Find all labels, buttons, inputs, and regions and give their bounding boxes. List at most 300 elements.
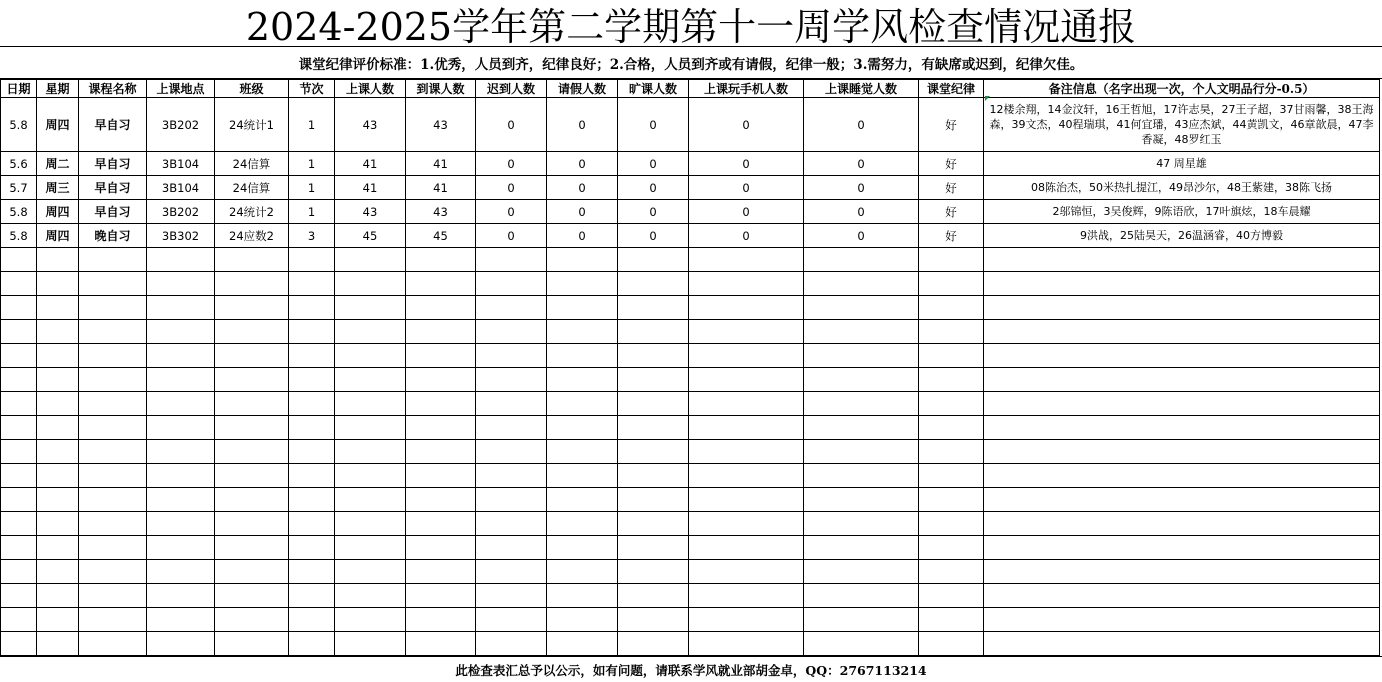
empty-cell[interactable] xyxy=(984,320,1380,344)
empty-cell[interactable] xyxy=(147,296,215,320)
empty-cell[interactable] xyxy=(406,464,476,488)
empty-cell[interactable] xyxy=(215,440,289,464)
empty-cell[interactable] xyxy=(804,344,919,368)
cell-remark[interactable]: 2邬锦恒，3吴俊辉，9陈语欣，17叶旗炫，18车晨耀 xyxy=(984,200,1380,224)
empty-cell[interactable] xyxy=(689,632,804,656)
cell-weekday[interactable]: 周三 xyxy=(37,176,79,200)
empty-cell[interactable] xyxy=(147,584,215,608)
empty-cell[interactable] xyxy=(689,368,804,392)
cell-enrolled[interactable]: 43 xyxy=(335,200,406,224)
empty-cell[interactable] xyxy=(618,416,689,440)
empty-cell[interactable] xyxy=(1,560,37,584)
cell-room[interactable]: 3B104 xyxy=(147,152,215,176)
empty-cell[interactable] xyxy=(804,392,919,416)
cell-weekday[interactable]: 周四 xyxy=(37,224,79,248)
empty-cell[interactable] xyxy=(804,296,919,320)
empty-cell[interactable] xyxy=(476,248,547,272)
empty-cell[interactable] xyxy=(289,272,335,296)
empty-cell[interactable] xyxy=(984,632,1380,656)
cell-period[interactable]: 3 xyxy=(289,224,335,248)
empty-cell[interactable] xyxy=(689,608,804,632)
empty-cell[interactable] xyxy=(547,320,618,344)
empty-cell[interactable] xyxy=(804,560,919,584)
empty-cell[interactable] xyxy=(919,632,984,656)
empty-cell[interactable] xyxy=(147,512,215,536)
empty-cell[interactable] xyxy=(79,320,147,344)
empty-cell[interactable] xyxy=(804,632,919,656)
cell-sleep[interactable]: 0 xyxy=(804,98,919,152)
empty-cell[interactable] xyxy=(547,368,618,392)
empty-cell[interactable] xyxy=(804,272,919,296)
empty-cell[interactable] xyxy=(476,488,547,512)
empty-cell[interactable] xyxy=(1,296,37,320)
cell-period[interactable]: 1 xyxy=(289,98,335,152)
empty-cell[interactable] xyxy=(37,368,79,392)
cell-leave[interactable]: 0 xyxy=(547,176,618,200)
col-header-phone[interactable]: 上课玩手机人数 xyxy=(689,80,804,98)
empty-cell[interactable] xyxy=(406,272,476,296)
empty-cell[interactable] xyxy=(804,488,919,512)
empty-cell[interactable] xyxy=(547,536,618,560)
empty-cell[interactable] xyxy=(1,584,37,608)
cell-discipline[interactable]: 好 xyxy=(919,176,984,200)
empty-cell[interactable] xyxy=(618,488,689,512)
empty-cell[interactable] xyxy=(476,344,547,368)
empty-cell[interactable] xyxy=(79,392,147,416)
empty-cell[interactable] xyxy=(289,392,335,416)
empty-cell[interactable] xyxy=(547,344,618,368)
col-header-class[interactable]: 班级 xyxy=(215,80,289,98)
empty-cell[interactable] xyxy=(618,536,689,560)
empty-cell[interactable] xyxy=(215,344,289,368)
empty-cell[interactable] xyxy=(37,296,79,320)
cell-absent[interactable]: 0 xyxy=(618,224,689,248)
cell-weekday[interactable]: 周二 xyxy=(37,152,79,176)
empty-cell[interactable] xyxy=(804,536,919,560)
cell-remark[interactable]: 08陈治杰，50米热扎提江，49昂沙尔，48王紫建，38陈飞扬 xyxy=(984,176,1380,200)
empty-cell[interactable] xyxy=(476,584,547,608)
empty-cell[interactable] xyxy=(476,536,547,560)
empty-cell[interactable] xyxy=(289,488,335,512)
empty-cell[interactable] xyxy=(689,392,804,416)
empty-cell[interactable] xyxy=(79,416,147,440)
empty-cell[interactable] xyxy=(289,464,335,488)
cell-absent[interactable]: 0 xyxy=(618,200,689,224)
empty-cell[interactable] xyxy=(476,320,547,344)
empty-cell[interactable] xyxy=(689,488,804,512)
cell-phone[interactable]: 0 xyxy=(689,224,804,248)
empty-cell[interactable] xyxy=(804,248,919,272)
empty-cell[interactable] xyxy=(406,488,476,512)
empty-cell[interactable] xyxy=(618,368,689,392)
cell-absent[interactable]: 0 xyxy=(618,176,689,200)
col-header-late[interactable]: 迟到人数 xyxy=(476,80,547,98)
cell-period[interactable]: 1 xyxy=(289,176,335,200)
empty-cell[interactable] xyxy=(406,560,476,584)
empty-cell[interactable] xyxy=(689,536,804,560)
empty-cell[interactable] xyxy=(1,320,37,344)
cell-phone[interactable]: 0 xyxy=(689,98,804,152)
empty-cell[interactable] xyxy=(215,536,289,560)
cell-present[interactable]: 43 xyxy=(406,200,476,224)
empty-cell[interactable] xyxy=(547,608,618,632)
empty-cell[interactable] xyxy=(1,488,37,512)
empty-cell[interactable] xyxy=(79,584,147,608)
cell-phone[interactable]: 0 xyxy=(689,200,804,224)
empty-cell[interactable] xyxy=(147,392,215,416)
col-header-discipline[interactable]: 课堂纪律 xyxy=(919,80,984,98)
empty-cell[interactable] xyxy=(984,440,1380,464)
empty-cell[interactable] xyxy=(79,440,147,464)
empty-cell[interactable] xyxy=(147,344,215,368)
cell-room[interactable]: 3B104 xyxy=(147,176,215,200)
cell-weekday[interactable]: 周四 xyxy=(37,200,79,224)
empty-cell[interactable] xyxy=(476,464,547,488)
cell-discipline[interactable]: 好 xyxy=(919,152,984,176)
cell-late[interactable]: 0 xyxy=(476,176,547,200)
empty-cell[interactable] xyxy=(547,464,618,488)
empty-cell[interactable] xyxy=(215,416,289,440)
cell-course[interactable]: 早自习 xyxy=(79,152,147,176)
cell-leave[interactable]: 0 xyxy=(547,98,618,152)
empty-cell[interactable] xyxy=(547,416,618,440)
empty-cell[interactable] xyxy=(37,248,79,272)
empty-cell[interactable] xyxy=(147,440,215,464)
empty-cell[interactable] xyxy=(37,464,79,488)
empty-cell[interactable] xyxy=(79,464,147,488)
cell-remark[interactable]: 12楼余翔，14金汶轩，16王哲旭，17许志昊，27王子超，37甘雨馨，38王海森，39文杰，40程瑞琪，41何宜璠，43应杰斌，44黄凯文，46章歆晨，47李香凝，48罗红玉 xyxy=(984,98,1380,152)
empty-cell[interactable] xyxy=(37,584,79,608)
empty-cell[interactable] xyxy=(37,272,79,296)
empty-cell[interactable] xyxy=(689,344,804,368)
empty-cell[interactable] xyxy=(215,464,289,488)
empty-cell[interactable] xyxy=(476,368,547,392)
empty-cell[interactable] xyxy=(215,632,289,656)
cell-date[interactable]: 5.8 xyxy=(1,98,37,152)
empty-cell[interactable] xyxy=(984,488,1380,512)
empty-cell[interactable] xyxy=(289,608,335,632)
cell-sleep[interactable]: 0 xyxy=(804,176,919,200)
empty-cell[interactable] xyxy=(335,344,406,368)
empty-cell[interactable] xyxy=(215,560,289,584)
empty-cell[interactable] xyxy=(147,368,215,392)
col-header-room[interactable]: 上课地点 xyxy=(147,80,215,98)
empty-cell[interactable] xyxy=(406,440,476,464)
cell-leave[interactable]: 0 xyxy=(547,200,618,224)
empty-cell[interactable] xyxy=(289,248,335,272)
cell-period[interactable]: 1 xyxy=(289,152,335,176)
empty-cell[interactable] xyxy=(689,560,804,584)
empty-cell[interactable] xyxy=(37,632,79,656)
empty-cell[interactable] xyxy=(919,248,984,272)
empty-cell[interactable] xyxy=(335,464,406,488)
empty-cell[interactable] xyxy=(547,296,618,320)
cell-room[interactable]: 3B302 xyxy=(147,224,215,248)
empty-cell[interactable] xyxy=(804,584,919,608)
cell-course[interactable]: 早自习 xyxy=(79,200,147,224)
empty-cell[interactable] xyxy=(919,368,984,392)
empty-cell[interactable] xyxy=(476,632,547,656)
empty-cell[interactable] xyxy=(804,608,919,632)
empty-cell[interactable] xyxy=(289,368,335,392)
empty-cell[interactable] xyxy=(37,512,79,536)
empty-cell[interactable] xyxy=(804,512,919,536)
empty-cell[interactable] xyxy=(79,344,147,368)
col-header-remark[interactable]: 备注信息（名字出现一次，个人文明品行分-0.5） xyxy=(984,80,1380,98)
empty-cell[interactable] xyxy=(79,488,147,512)
cell-sleep[interactable]: 0 xyxy=(804,200,919,224)
empty-cell[interactable] xyxy=(689,512,804,536)
empty-cell[interactable] xyxy=(147,560,215,584)
empty-cell[interactable] xyxy=(919,584,984,608)
col-header-present[interactable]: 到课人数 xyxy=(406,80,476,98)
empty-cell[interactable] xyxy=(547,248,618,272)
cell-weekday[interactable]: 周四 xyxy=(37,98,79,152)
cell-class[interactable]: 24信算 xyxy=(215,152,289,176)
empty-cell[interactable] xyxy=(618,464,689,488)
empty-cell[interactable] xyxy=(919,608,984,632)
cell-present[interactable]: 43 xyxy=(406,98,476,152)
col-header-course[interactable]: 课程名称 xyxy=(79,80,147,98)
empty-cell[interactable] xyxy=(406,344,476,368)
empty-cell[interactable] xyxy=(335,632,406,656)
empty-cell[interactable] xyxy=(215,584,289,608)
cell-present[interactable]: 41 xyxy=(406,152,476,176)
empty-cell[interactable] xyxy=(37,536,79,560)
empty-cell[interactable] xyxy=(289,584,335,608)
empty-cell[interactable] xyxy=(984,416,1380,440)
empty-cell[interactable] xyxy=(289,296,335,320)
empty-cell[interactable] xyxy=(147,488,215,512)
empty-cell[interactable] xyxy=(919,272,984,296)
empty-cell[interactable] xyxy=(804,416,919,440)
cell-present[interactable]: 45 xyxy=(406,224,476,248)
empty-cell[interactable] xyxy=(335,560,406,584)
empty-cell[interactable] xyxy=(147,536,215,560)
empty-cell[interactable] xyxy=(618,248,689,272)
cell-date[interactable]: 5.8 xyxy=(1,224,37,248)
empty-cell[interactable] xyxy=(476,296,547,320)
empty-cell[interactable] xyxy=(1,272,37,296)
col-header-leave[interactable]: 请假人数 xyxy=(547,80,618,98)
empty-cell[interactable] xyxy=(335,536,406,560)
empty-cell[interactable] xyxy=(984,272,1380,296)
empty-cell[interactable] xyxy=(547,272,618,296)
cell-date[interactable]: 5.8 xyxy=(1,200,37,224)
empty-cell[interactable] xyxy=(37,488,79,512)
empty-cell[interactable] xyxy=(547,632,618,656)
empty-cell[interactable] xyxy=(618,584,689,608)
empty-cell[interactable] xyxy=(215,296,289,320)
cell-absent[interactable]: 0 xyxy=(618,98,689,152)
empty-cell[interactable] xyxy=(406,416,476,440)
empty-cell[interactable] xyxy=(335,272,406,296)
empty-cell[interactable] xyxy=(335,584,406,608)
cell-enrolled[interactable]: 41 xyxy=(335,152,406,176)
empty-cell[interactable] xyxy=(37,560,79,584)
empty-cell[interactable] xyxy=(476,392,547,416)
empty-cell[interactable] xyxy=(547,488,618,512)
cell-class[interactable]: 24统计2 xyxy=(215,200,289,224)
empty-cell[interactable] xyxy=(618,344,689,368)
empty-cell[interactable] xyxy=(406,512,476,536)
empty-cell[interactable] xyxy=(79,368,147,392)
cell-discipline[interactable]: 好 xyxy=(919,98,984,152)
empty-cell[interactable] xyxy=(215,392,289,416)
empty-cell[interactable] xyxy=(984,536,1380,560)
empty-cell[interactable] xyxy=(547,440,618,464)
empty-cell[interactable] xyxy=(406,320,476,344)
empty-cell[interactable] xyxy=(79,560,147,584)
col-header-date[interactable]: 日期 xyxy=(1,80,37,98)
cell-date[interactable]: 5.7 xyxy=(1,176,37,200)
empty-cell[interactable] xyxy=(406,392,476,416)
empty-cell[interactable] xyxy=(37,608,79,632)
empty-cell[interactable] xyxy=(689,248,804,272)
empty-cell[interactable] xyxy=(919,488,984,512)
empty-cell[interactable] xyxy=(215,368,289,392)
empty-cell[interactable] xyxy=(335,512,406,536)
empty-cell[interactable] xyxy=(406,632,476,656)
empty-cell[interactable] xyxy=(289,344,335,368)
empty-cell[interactable] xyxy=(79,536,147,560)
empty-cell[interactable] xyxy=(1,416,37,440)
empty-cell[interactable] xyxy=(37,416,79,440)
empty-cell[interactable] xyxy=(147,320,215,344)
empty-cell[interactable] xyxy=(547,584,618,608)
empty-cell[interactable] xyxy=(689,584,804,608)
empty-cell[interactable] xyxy=(215,608,289,632)
empty-cell[interactable] xyxy=(335,608,406,632)
cell-leave[interactable]: 0 xyxy=(547,152,618,176)
cell-enrolled[interactable]: 43 xyxy=(335,98,406,152)
empty-cell[interactable] xyxy=(1,392,37,416)
empty-cell[interactable] xyxy=(618,272,689,296)
cell-discipline[interactable]: 好 xyxy=(919,224,984,248)
cell-present[interactable]: 41 xyxy=(406,176,476,200)
empty-cell[interactable] xyxy=(476,608,547,632)
cell-phone[interactable]: 0 xyxy=(689,176,804,200)
empty-cell[interactable] xyxy=(289,560,335,584)
empty-cell[interactable] xyxy=(79,632,147,656)
empty-cell[interactable] xyxy=(618,512,689,536)
cell-course[interactable]: 早自习 xyxy=(79,176,147,200)
empty-cell[interactable] xyxy=(147,248,215,272)
col-header-absent[interactable]: 旷课人数 xyxy=(618,80,689,98)
empty-cell[interactable] xyxy=(476,440,547,464)
empty-cell[interactable] xyxy=(689,272,804,296)
empty-cell[interactable] xyxy=(919,560,984,584)
empty-cell[interactable] xyxy=(335,296,406,320)
empty-cell[interactable] xyxy=(335,416,406,440)
cell-remark[interactable]: 47 周星雄 xyxy=(984,152,1380,176)
empty-cell[interactable] xyxy=(618,392,689,416)
cell-course[interactable]: 晚自习 xyxy=(79,224,147,248)
empty-cell[interactable] xyxy=(147,272,215,296)
empty-cell[interactable] xyxy=(1,536,37,560)
empty-cell[interactable] xyxy=(147,464,215,488)
cell-period[interactable]: 1 xyxy=(289,200,335,224)
cell-discipline[interactable]: 好 xyxy=(919,200,984,224)
empty-cell[interactable] xyxy=(147,608,215,632)
cell-enrolled[interactable]: 41 xyxy=(335,176,406,200)
empty-cell[interactable] xyxy=(147,632,215,656)
empty-cell[interactable] xyxy=(1,344,37,368)
empty-cell[interactable] xyxy=(79,608,147,632)
empty-cell[interactable] xyxy=(335,488,406,512)
empty-cell[interactable] xyxy=(689,464,804,488)
cell-sleep[interactable]: 0 xyxy=(804,224,919,248)
empty-cell[interactable] xyxy=(919,320,984,344)
cell-remark[interactable]: 9洪战，25陆昊天，26温涵睿，40方博毅 xyxy=(984,224,1380,248)
cell-sleep[interactable]: 0 xyxy=(804,152,919,176)
cell-room[interactable]: 3B202 xyxy=(147,98,215,152)
cell-late[interactable]: 0 xyxy=(476,200,547,224)
col-header-period[interactable]: 节次 xyxy=(289,80,335,98)
empty-cell[interactable] xyxy=(984,296,1380,320)
empty-cell[interactable] xyxy=(289,632,335,656)
empty-cell[interactable] xyxy=(1,368,37,392)
empty-cell[interactable] xyxy=(984,368,1380,392)
empty-cell[interactable] xyxy=(476,416,547,440)
empty-cell[interactable] xyxy=(79,248,147,272)
empty-cell[interactable] xyxy=(1,440,37,464)
empty-cell[interactable] xyxy=(804,320,919,344)
empty-cell[interactable] xyxy=(79,272,147,296)
cell-enrolled[interactable]: 45 xyxy=(335,224,406,248)
empty-cell[interactable] xyxy=(919,416,984,440)
empty-cell[interactable] xyxy=(406,536,476,560)
empty-cell[interactable] xyxy=(984,464,1380,488)
empty-cell[interactable] xyxy=(689,440,804,464)
cell-leave[interactable]: 0 xyxy=(547,224,618,248)
empty-cell[interactable] xyxy=(289,416,335,440)
empty-cell[interactable] xyxy=(984,248,1380,272)
empty-cell[interactable] xyxy=(1,632,37,656)
empty-cell[interactable] xyxy=(618,632,689,656)
empty-cell[interactable] xyxy=(406,296,476,320)
empty-cell[interactable] xyxy=(984,608,1380,632)
col-header-sleep[interactable]: 上课睡觉人数 xyxy=(804,80,919,98)
col-header-weekday[interactable]: 星期 xyxy=(37,80,79,98)
empty-cell[interactable] xyxy=(335,392,406,416)
cell-course[interactable]: 早自习 xyxy=(79,98,147,152)
empty-cell[interactable] xyxy=(804,464,919,488)
cell-class[interactable]: 24应数2 xyxy=(215,224,289,248)
cell-class[interactable]: 24统计1 xyxy=(215,98,289,152)
empty-cell[interactable] xyxy=(984,584,1380,608)
empty-cell[interactable] xyxy=(335,368,406,392)
empty-cell[interactable] xyxy=(406,368,476,392)
empty-cell[interactable] xyxy=(37,320,79,344)
empty-cell[interactable] xyxy=(37,344,79,368)
empty-cell[interactable] xyxy=(289,440,335,464)
empty-cell[interactable] xyxy=(804,368,919,392)
empty-cell[interactable] xyxy=(147,416,215,440)
empty-cell[interactable] xyxy=(618,440,689,464)
empty-cell[interactable] xyxy=(984,560,1380,584)
empty-cell[interactable] xyxy=(37,440,79,464)
empty-cell[interactable] xyxy=(37,392,79,416)
empty-cell[interactable] xyxy=(618,560,689,584)
empty-cell[interactable] xyxy=(919,344,984,368)
empty-cell[interactable] xyxy=(919,296,984,320)
cell-room[interactable]: 3B202 xyxy=(147,200,215,224)
empty-cell[interactable] xyxy=(215,320,289,344)
empty-cell[interactable] xyxy=(984,392,1380,416)
empty-cell[interactable] xyxy=(618,320,689,344)
empty-cell[interactable] xyxy=(1,464,37,488)
